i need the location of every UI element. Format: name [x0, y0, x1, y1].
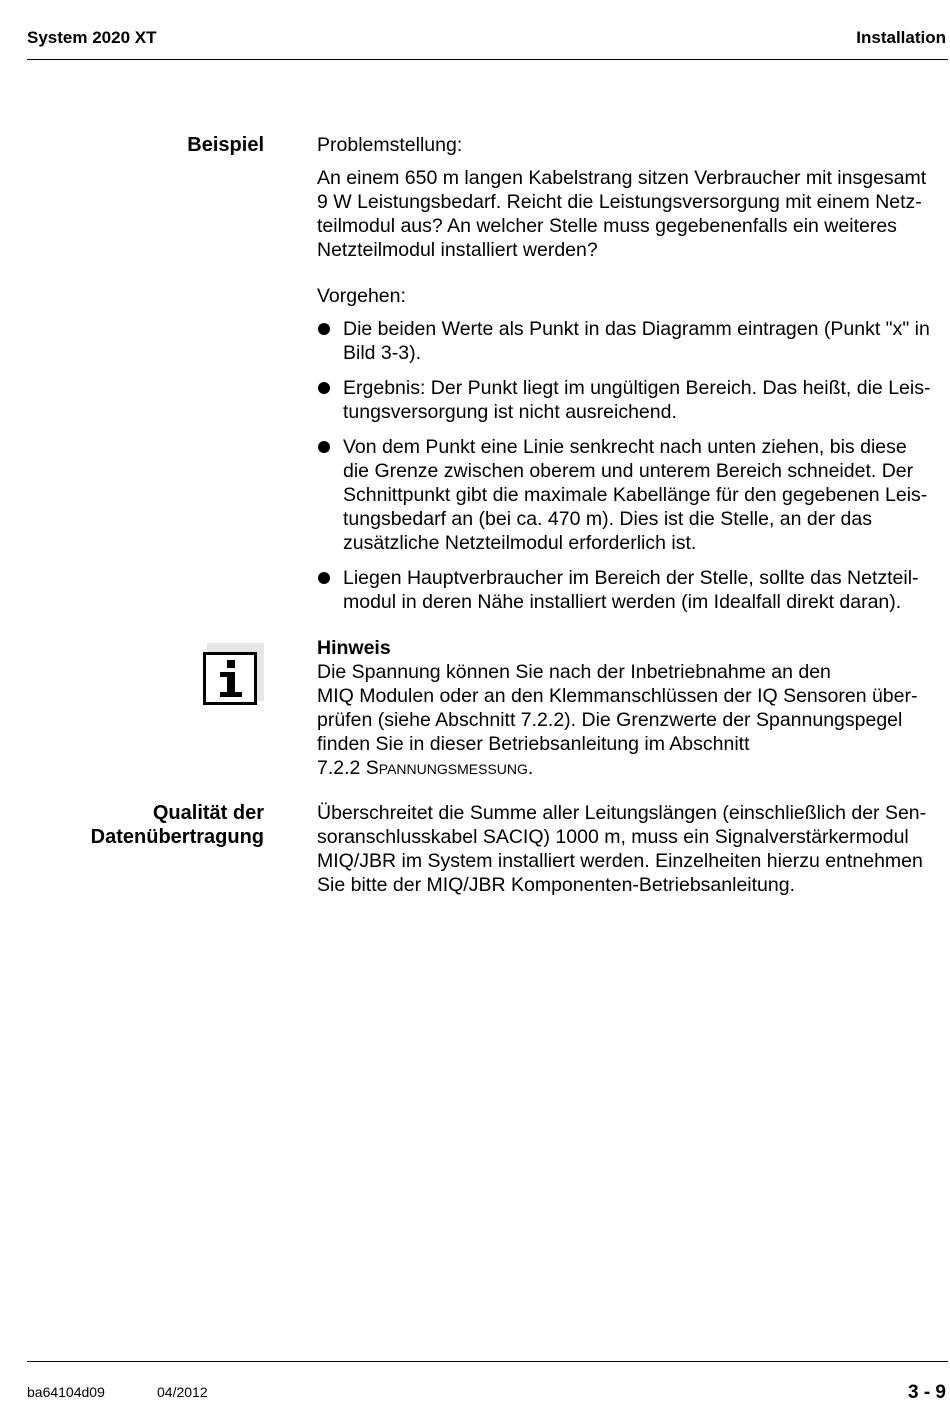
footer-page-number: 3 - 9 [907, 1382, 946, 1403]
footer-document-id: ba64104d09 [27, 1384, 105, 1400]
header-divider [27, 59, 948, 60]
bullet-icon [318, 323, 330, 335]
procedure-step: Ergebnis: Der Punkt liegt im ungültigen Bereich. Das heißt, die Leis- tungsversorgung ist nicht ausreichend. [317, 376, 947, 424]
procedure-step: Liegen Hauptverbraucher im Bereich der Stelle, sollte das Netzteil- modul in deren Nähe installiert werden (im Idealfall direkt daran). [317, 566, 947, 614]
quality-text: Überschreitet die Summe aller Leitungslängen (einschließlich der Sen- soranschlusskabel SACIQ) 1000 m, muss ein Signalverstärkermodul MIQ/JBR im System installiert werden. Einzelheiten hierzu entnehmen Sie bitte der MIQ/JBR Komponenten-Betriebsanleitung. [317, 802, 927, 896]
procedure-heading-block [317, 284, 947, 308]
note-section-reference: 7.2.2 Spannungsmessung. [317, 757, 534, 779]
running-header-title: System 2020 XT [27, 28, 157, 47]
problem-text: An einem 650 m langen Kabelstrang sitzen Verbraucher mit insgesamt 9 W Leistungsbedarf. Reicht die Leistungsversorgung mit einem Netz- teilmodul aus? An welcher Stelle muss gegebenenfalls ein weiteres Netzteilmodul installiert werden? [317, 167, 927, 261]
problem-heading: Problemstellung: [317, 134, 463, 156]
bullet-icon [318, 441, 330, 453]
info-icon [203, 643, 264, 705]
quality-side-label [91, 801, 264, 849]
footer-divider [27, 1361, 948, 1362]
footer-date: 04/2012 [157, 1384, 208, 1400]
problem-text-block [317, 166, 947, 262]
bullet-icon [318, 572, 330, 584]
note-title: Hinweis [317, 637, 391, 659]
example-side-label: Beispiel [187, 134, 264, 156]
note-text: Die Spannung können Sie nach der Inbetriebnahme an den MIQ Modulen oder an den Klemmanschlüssen der IQ Sensoren über- prüfen (siehe Abschnitt 7.2.2). Die Grenzwerte der Spannungspegel finden Sie in dieser Betriebsanleitung im Abschnitt [317, 661, 918, 755]
quality-text-block [317, 801, 947, 897]
running-header-section: Installation [856, 28, 946, 47]
bullet-icon [318, 382, 330, 394]
procedure-step: Die beiden Werte als Punkt in das Diagramm eintragen (Punkt "x" in Bild 3-3). [317, 317, 947, 365]
procedure-step: Von dem Punkt eine Linie senkrecht nach unten ziehen, bis diese die Grenze zwischen oberem und unterem Bereich schneidet. Der Schnittpunkt gibt die maximale Kabellänge für den gegebenen Leis- tungsbedarf an (bei ca. 470 m). Dies ist die Stelle, an der das zusätzliche Netzteilmodul erforderlich ist. [317, 435, 947, 555]
quality-label-line1: Qualität der [152, 802, 264, 824]
example-problem-block [317, 133, 947, 157]
quality-label-line2: Datenübertragung [90, 826, 264, 848]
procedure-steps-list [317, 317, 947, 625]
procedure-heading: Vorgehen: [317, 285, 406, 307]
note-block [317, 636, 947, 780]
